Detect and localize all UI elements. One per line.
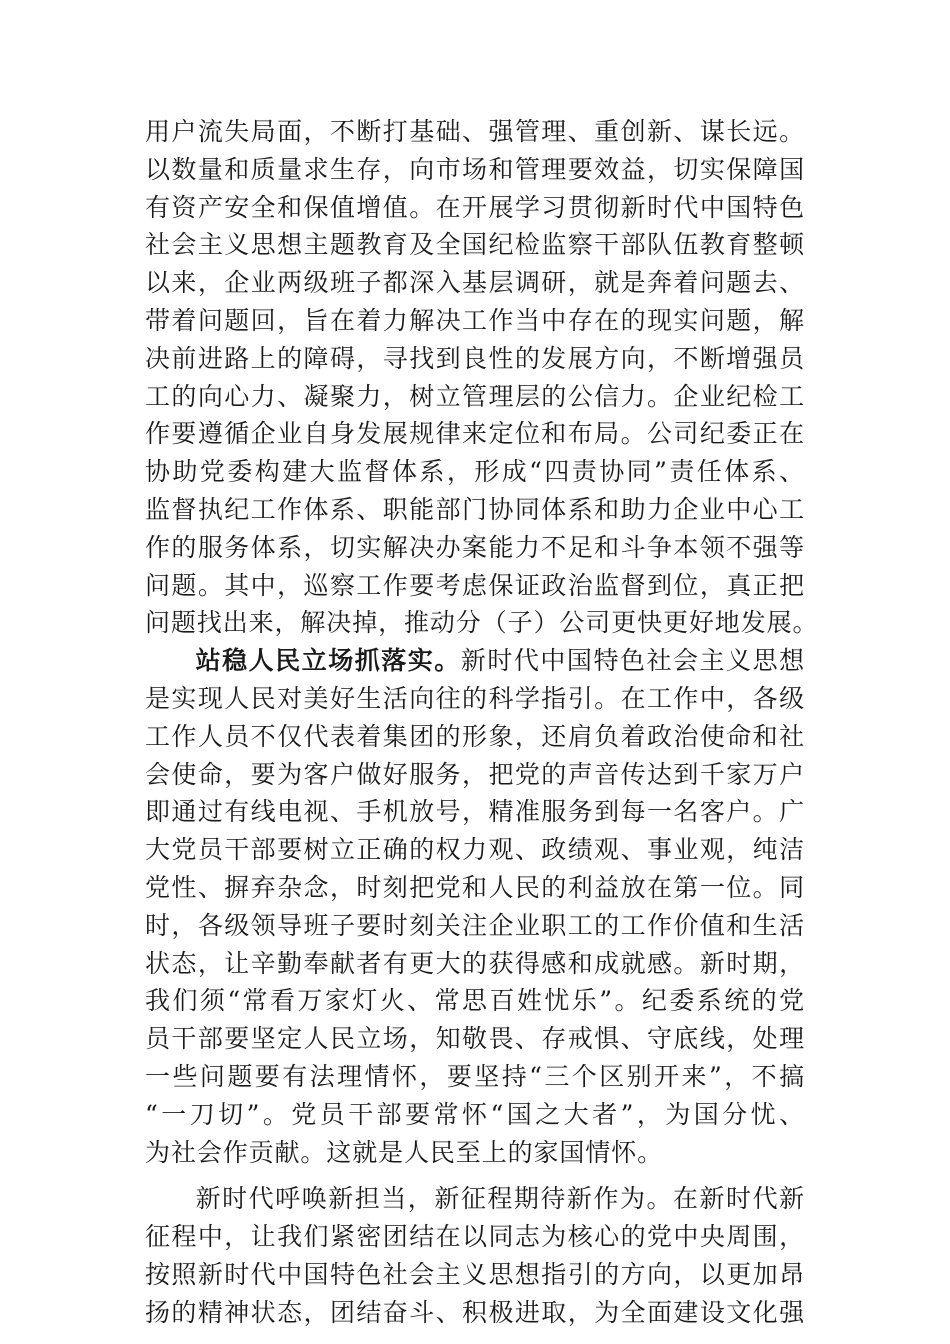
text-line: 带着问题回，旨在着力解决工作当中存在的现实问题，解: [145, 305, 805, 335]
text-line: 按照新时代中国特色社会主义思想指引的方向，以更加昂: [145, 1259, 805, 1289]
paragraph-2: [145, 642, 805, 1171]
paragraph-first-line: [145, 1180, 805, 1218]
text-line: 即通过有线电视、手机放号，精准服务到每一名客户。广: [145, 797, 805, 827]
text-line: 作要遵循企业自身发展规律来定位和布局。公司纪委正在: [145, 419, 805, 449]
text-line: 以来，企业两级班子都深入基层调研，就是奔着问题去、: [145, 268, 805, 298]
text-line: 协助党委构建大监督体系，形成“四责协同”责任体系、: [145, 457, 805, 487]
text-line: 是实现人民对美好生活向往的科学指引。在工作中，各级: [145, 683, 805, 713]
text-line: 用户流失局面，不断打基础、强管理、重创新、谋长远。: [145, 117, 805, 146]
text-line: 征程中，让我们紧密团结在以同志为核心的党中央周围，: [145, 1222, 805, 1252]
text-line: 员干部要坚定人民立场，知敬畏、存戒惧、守底线，处理: [145, 1024, 805, 1054]
text-line: 以数量和质量求生存，向市场和管理要效益，切实保障国: [145, 154, 805, 184]
text-line: 监督执纪工作体系、职能部门协同体系和助力企业中心工: [145, 494, 805, 524]
text-line: 我们须“常看万家灯火、常思百姓忧乐”。纪委系统的党: [145, 986, 805, 1016]
text-line: 决前进路上的障碍，寻找到良性的发展方向，不断增强员: [145, 343, 805, 373]
document-page: [145, 113, 819, 1332]
text-line: 扬的精神状态，团结奋斗、积极进取，为全面建设文化强: [145, 1297, 805, 1327]
text-line: 为社会作贡献。这就是人民至上的家国情怀。: [145, 1137, 664, 1167]
text-line: 社会主义思想主题教育及全国纪检监察干部队伍教育整顿: [145, 230, 805, 260]
text-line: 工作人员不仅代表着集团的形象，还肩负着政治使命和社: [145, 721, 805, 751]
paragraph-1: [145, 113, 819, 642]
text-line: 作的服务体系，切实解决办案能力不足和斗争本领不强等: [145, 532, 805, 562]
paragraph-first-line-text: 新时代中国特色社会主义思想: [460, 646, 805, 676]
paragraph-lead-heading: 站稳人民立场抓落实。: [195, 646, 461, 676]
text-line: 状态，让辛勤奉献者有更大的获得感和成就感。新时期，: [145, 948, 805, 978]
text-line: 问题找出来，解决掉，推动分（子）公司更快更好地发展。: [145, 608, 819, 638]
paragraph-first-line: [145, 642, 805, 680]
text-line: 一些问题要有法理情怀，要坚持“三个区别开来”，不搞: [145, 1061, 805, 1091]
paragraph-first-line-text: 新时代呼唤新担当，新征程期待新作为。在新时代新: [195, 1184, 805, 1214]
text-line: 会使命，要为客户做好服务，把党的声音传达到千家万户: [145, 759, 805, 789]
paragraph-3: [145, 1180, 805, 1331]
text-line: 有资产安全和保值增值。在开展学习贯彻新时代中国特色: [145, 192, 805, 222]
text-line: 时，各级领导班子要时刻关注企业职工的工作价值和生活: [145, 910, 805, 940]
text-line: 大党员干部要树立正确的权力观、政绩观、事业观，纯洁: [145, 835, 805, 865]
text-line: 党性、摒弃杂念，时刻把党和人民的利益放在第一位。同: [145, 872, 805, 902]
text-line: 问题。其中，巡察工作要考虑保证政治监督到位，真正把: [145, 570, 805, 600]
text-line: 工的向心力、凝聚力，树立管理层的公信力。企业纪检工: [145, 381, 805, 411]
paragraph-gap: [145, 1171, 805, 1180]
text-line: “一刀切”。党员干部要常怀“国之大者”，为国分忧、: [145, 1099, 805, 1129]
